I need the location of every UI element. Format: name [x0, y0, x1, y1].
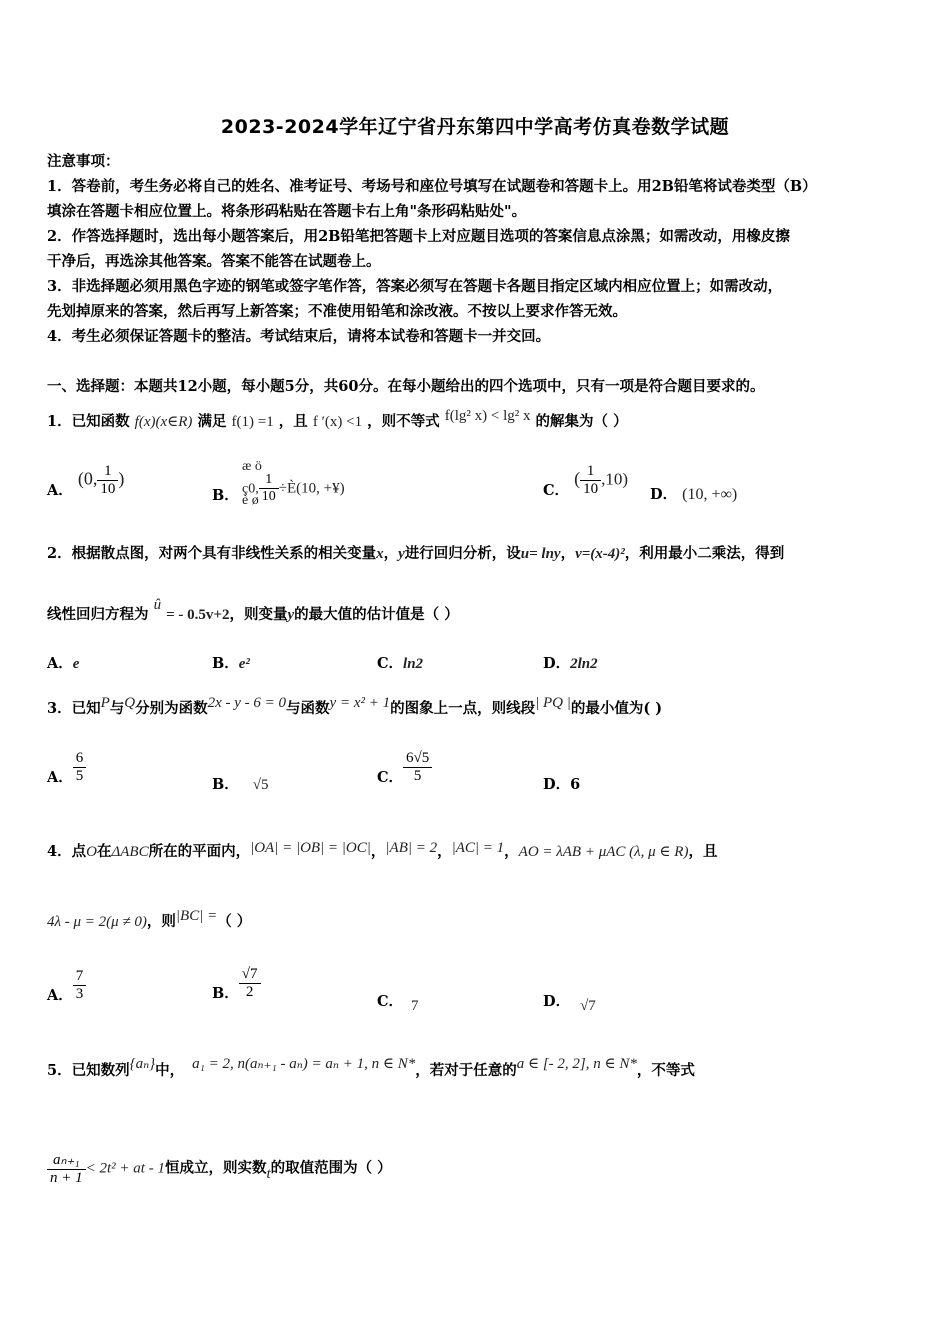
q2-var-x: x: [376, 546, 384, 562]
q3-c-num: 6√5: [406, 750, 430, 766]
notice-heading: 注意事项：: [47, 153, 120, 170]
q5-frac-num: aₙ₊₁: [53, 1152, 80, 1168]
q1-text: 满足: [197, 413, 227, 430]
notice-line-5: 3．非选择题必须用黑色字迹的钢笔或签字笔作答，答案必须写在答题卡各题目指定区域内相应位置上；如需改动，: [47, 278, 783, 295]
q3-a-num: 6: [75, 750, 84, 766]
q4-ac-length: |AC| = 1: [451, 840, 505, 856]
q4-condition: 4λ - μ = 2(μ ≠ 0): [47, 914, 147, 930]
q4-b-num: √7: [241, 966, 258, 982]
question-2-line-2: [47, 597, 459, 625]
q2-var-v: v=(x-4)²: [575, 546, 625, 562]
q5-fraction: [47, 1150, 86, 1187]
q4-vector-eq: AO = λAB + μAC (λ, μ ∈ R): [518, 844, 689, 860]
q4-text: 4．点: [47, 843, 87, 860]
q1-c-fraction: [580, 463, 601, 498]
q3-option-d[interactable]: [543, 773, 580, 794]
question-4-line-2: [47, 908, 252, 932]
q3-segment: | PQ |: [535, 695, 571, 711]
q5-text: 的取值范围为（ ）: [270, 1159, 392, 1177]
question-1: [47, 408, 628, 432]
q4-b-label: B．: [212, 984, 239, 1002]
q3-text: 的最小值为( ): [570, 700, 663, 717]
q1-b-mid: ç0,: [242, 481, 259, 497]
question-5-line-2: [47, 1150, 392, 1187]
q4-triangle: ΔABC: [111, 844, 149, 860]
notice-line-7: 4．考生必须保证答题卡的整洁。考试结束后，请将本试卷和答题卡一并交回。: [47, 328, 551, 345]
q3-c-den: 5: [403, 767, 432, 785]
q4-option-c[interactable]: [377, 990, 419, 1014]
q4-text: ，: [437, 843, 452, 860]
q1-a-open: (0,: [77, 468, 98, 489]
q3-b-value: √5: [252, 777, 269, 793]
q1-c-open: (: [574, 468, 581, 489]
q1-text: 的解集为（ ）: [535, 413, 628, 430]
q1-b-bottom: è ø: [242, 493, 259, 508]
q1-text: 1．已知函数: [47, 413, 130, 430]
question-2-line-1: [47, 544, 784, 564]
q1-a-num: 1: [104, 463, 112, 479]
q2-c-value: ln2: [403, 656, 424, 672]
q4-point-o: O: [86, 844, 97, 860]
q3-option-a[interactable]: [47, 750, 86, 785]
q1-text: ，且: [278, 413, 308, 430]
q4-text: 在: [96, 843, 112, 860]
notice-line-3: 2．作答选择题时，选出每小题答案后，用2B铅笔把答题卡上对应题目选项的答案信息点涂黑；如需改动，用橡皮擦: [47, 228, 790, 245]
q1-option-d[interactable]: [650, 483, 737, 504]
question-4-line-1: [47, 842, 717, 862]
q4-text: ，则: [146, 913, 176, 930]
q4-ab-length: |AB| = 2: [385, 840, 438, 856]
q5-sequence: {aₙ}: [129, 1056, 156, 1072]
q3-c-label: C．: [377, 768, 404, 786]
q5-text: ，若对于任意的: [415, 1062, 517, 1079]
q5-text: 中，: [155, 1062, 185, 1079]
q3-text: 与函数: [286, 700, 330, 717]
q2-text: ，则变量: [229, 606, 288, 623]
q2-option-d[interactable]: [543, 652, 598, 673]
q4-b-den: 2: [239, 983, 261, 1001]
q4-a-fraction: [73, 968, 87, 1003]
q2-var-y: y: [398, 546, 405, 562]
q4-d-value: √7: [580, 998, 596, 1014]
question-5-line-1: [47, 1056, 695, 1081]
q1-option-c[interactable]: [543, 463, 628, 498]
q1-c-den: 10: [580, 480, 601, 498]
q4-option-a[interactable]: [47, 968, 86, 1003]
q1-a-close: ): [118, 468, 125, 489]
q3-c-fraction: [403, 750, 432, 785]
q4-c-label: C．: [377, 993, 404, 1010]
q3-a-label: A．: [47, 768, 73, 786]
q1-a-label: A．: [47, 481, 73, 499]
q2-option-b[interactable]: [212, 652, 250, 673]
q5-range-a: a ∈ [- 2, 2], n ∈ N*: [516, 1056, 637, 1072]
page-title: 2023-2024学年辽宁省丹东第四中学高考仿真卷数学试题: [220, 116, 730, 138]
q1-b-den: 10: [259, 488, 279, 505]
q2-text: 线性回归方程为: [47, 606, 149, 623]
q2-hat-u: û: [153, 597, 162, 613]
q3-option-c[interactable]: [377, 750, 432, 785]
q2-b-label: B．: [212, 655, 239, 672]
q4-a-den: 3: [73, 985, 87, 1003]
q1-b-mid2: ÷È(10, +¥): [278, 480, 345, 497]
notice-line-1: 1．答卷前，考生务必将自己的姓名、准考证号、考场号和座位号填写在试题卷和答题卡上。用2B铅笔将试卷类型（B）: [47, 178, 817, 195]
q4-equal-lengths: |OA| = |OB| = |OC|: [250, 840, 371, 856]
q2-text: 2．根据散点图，对两个具有非线性关系的相关变量: [47, 545, 377, 562]
q2-option-a[interactable]: [47, 652, 79, 673]
notice-line-6: 先划掉原来的答案，然后再写上新答案；不准使用铅笔和涂改液。不按以上要求作答无效。: [47, 303, 627, 320]
q1-b-fraction: [259, 472, 279, 505]
q4-b-fraction: [239, 966, 261, 1001]
q4-text: ，: [504, 843, 519, 860]
q1-b-label: B．: [212, 487, 239, 504]
q4-c-value: 7: [411, 998, 419, 1014]
q3-text: 与: [109, 700, 125, 717]
q4-text: ，: [370, 843, 386, 860]
q3-a-fraction: [73, 750, 87, 785]
q4-text: 所在的平面内，: [148, 843, 251, 860]
q5-recurrence: a₁ = 2, n(aₙ₊₁ - aₙ) = aₙ + 1, n ∈ N*: [192, 1056, 416, 1072]
q5-text: ，不等式: [636, 1062, 695, 1079]
q4-d-label: D．: [543, 993, 571, 1010]
q2-var-u: u= lny: [520, 546, 561, 562]
q3-point-p: P: [100, 695, 110, 711]
q1-b-top: æ ö: [242, 459, 262, 474]
q5-text: 恒成立，则实数: [164, 1159, 267, 1177]
q3-text: 3．已知: [47, 700, 101, 717]
q4-a-label: A．: [47, 986, 73, 1004]
q4-text: （ ）: [217, 913, 252, 930]
q1-math-domain: f(x)(x∈R): [134, 414, 193, 430]
q1-c-label: C．: [543, 481, 570, 499]
q3-text: 的图象上一点，则线段: [390, 700, 536, 717]
q3-b-label: B．: [212, 776, 239, 793]
q2-text: ，利用最小二乘法，得到: [624, 545, 785, 562]
q5-text: 5．已知数列: [47, 1062, 130, 1079]
notice-line-4: 干净后，再选涂其他答案。答案不能答在试题卷上。: [47, 253, 381, 270]
q2-d-value: 2ln2: [570, 656, 598, 672]
q3-text: 分别为函数: [135, 700, 208, 717]
q3-d-value: 6: [570, 776, 581, 793]
q1-a-den: 10: [97, 480, 118, 498]
q4-option-b[interactable]: [212, 966, 261, 1001]
q2-d-label: D．: [543, 655, 571, 672]
q1-d-label: D．: [650, 486, 678, 503]
q2-text: ，: [560, 545, 576, 562]
q5-var-t: t: [266, 1165, 271, 1182]
q1-math-inequality: f(lg² x) < lg² x: [444, 408, 531, 424]
q1-option-a[interactable]: [47, 463, 124, 498]
question-3: [47, 695, 663, 719]
q3-point-q: Q: [124, 695, 136, 711]
q2-c-label: C．: [377, 655, 404, 672]
q2-b-value: e²: [238, 656, 250, 672]
q4-text: ，且: [688, 843, 718, 860]
q5-frac-den: n + 1: [47, 1169, 86, 1187]
q2-var-y2: y: [287, 607, 295, 623]
q3-d-label: D．: [543, 776, 571, 793]
q1-math-value: f(1) =1: [231, 414, 274, 430]
q2-a-value: e: [72, 656, 80, 672]
q1-b-num: 1: [265, 472, 273, 487]
q3-line-eq: 2x - y - 6 = 0: [207, 695, 287, 711]
q1-d-value: (10, +∞): [682, 486, 738, 503]
q4-bc-length: |BC| =: [175, 908, 218, 924]
q3-a-den: 5: [73, 767, 87, 785]
q1-math-derivative: f ′(x) <1: [312, 414, 363, 430]
q2-a-label: A．: [47, 655, 73, 672]
q2-text: 进行回归分析，设: [404, 545, 521, 562]
q2-text: ，: [383, 545, 399, 562]
q1-c-num: 1: [586, 463, 595, 479]
q2-equation: = - 0.5v+2: [166, 607, 230, 623]
q5-inequality: < 2t² + at - 1: [85, 1160, 165, 1177]
q1-a-fraction: [97, 463, 118, 498]
q3-parabola-eq: y = x² + 1: [329, 695, 391, 711]
q1-c-close: ,10): [601, 469, 629, 489]
q4-a-num: 7: [75, 968, 84, 984]
q4-option-d[interactable]: [543, 990, 596, 1014]
q2-text: 的最大值的估计值是（ ）: [294, 606, 459, 623]
notice-line-2: 填涂在答题卡相应位置上。将条形码粘贴在答题卡右上角"条形码粘贴处"。: [47, 203, 527, 220]
q1-text: ，则不等式: [367, 413, 440, 430]
q2-option-c[interactable]: [377, 652, 423, 673]
section-heading: 一、选择题：本题共12小题，每小题5分，共60分。在每小题给出的四个选项中，只有一项是符合题目要求的。: [47, 378, 765, 395]
q3-option-b[interactable]: [212, 773, 269, 794]
